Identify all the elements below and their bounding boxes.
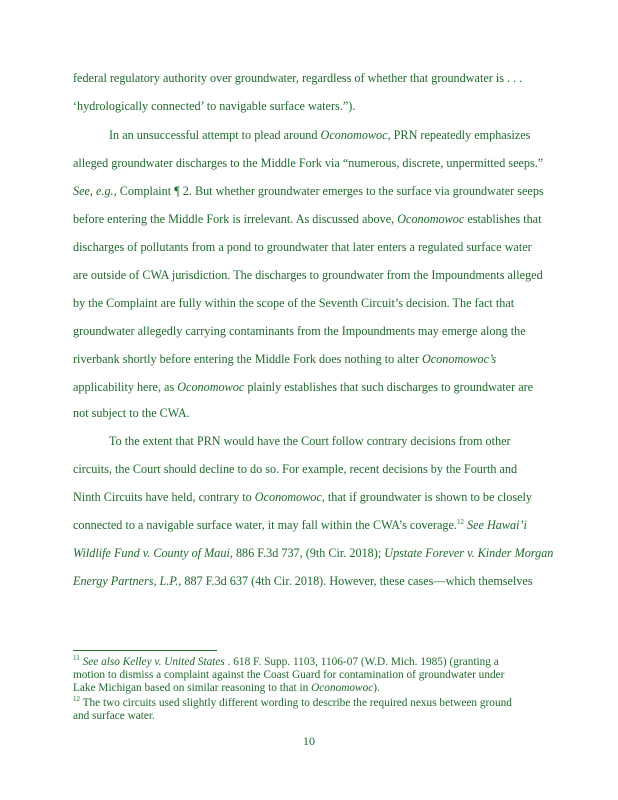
text-run: . 618 F. Supp. 1103, 1106-07 (W.D. Mich. 1985) (granting a <box>224 656 499 668</box>
text-run: motion to dismiss a complaint against the Coast Guard for contamination of groundwater under <box>73 669 505 681</box>
text-run: are outside of CWA jurisdiction. The discharges to groundwater from the Impoundments alleged <box>73 268 543 282</box>
italic-text: See Hawai’i <box>467 518 527 532</box>
footnote-11 <box>73 656 603 695</box>
italic-text: Oconomowoc <box>254 490 322 504</box>
body-line <box>73 461 517 477</box>
text-run: Lake Michigan based on similar reasoning to that in <box>73 682 312 694</box>
text-run: The two circuits used slightly different wording to describe the required nexus between ground <box>80 697 512 709</box>
text-run: ‘hydrologically connected’ to navigable surface waters.”). <box>73 99 356 113</box>
body-line <box>73 351 496 367</box>
text-run: federal regulatory authority over groundwater, regardless of whether that groundwater is . . . <box>73 71 523 85</box>
body-line <box>73 267 543 283</box>
text-run: circuits, the Court should decline to do so. For example, recent decisions by the Fourth and <box>73 462 518 476</box>
body-line <box>73 127 530 143</box>
text-run: applicability here, as <box>73 380 178 394</box>
text-run: alleged groundwater discharges to the Middle Fork via “numerous, discrete, unpermitted seeps.” <box>73 156 544 170</box>
text-run: not subject to the CWA. <box>73 406 190 420</box>
footnote-line <box>73 669 603 682</box>
italic-text: Energy Partners, L.P. <box>73 574 179 588</box>
page-number: 10 <box>303 734 315 748</box>
body-line <box>73 211 541 227</box>
text-run: before entering the Middle Fork is irrelevant. As discussed above, <box>73 212 398 226</box>
body-line <box>73 183 544 199</box>
text-run: groundwater allegedly carrying contaminants from the Impoundments may emerge along the <box>73 324 526 338</box>
italic-text: Oconomowoc <box>320 128 388 142</box>
body-line <box>73 155 543 171</box>
text-run: To the extent that PRN would have the Court follow contrary decisions from other <box>109 434 511 448</box>
body-line <box>73 323 526 339</box>
body-line <box>73 70 522 86</box>
text-run: and surface water. <box>73 710 155 722</box>
body-line <box>73 433 511 449</box>
text-run: In an unsuccessful attempt to plead around <box>109 128 321 142</box>
text-run: riverbank shortly before entering the Middle Fork does nothing to alter <box>73 352 422 366</box>
footnote-marker: 12 <box>456 517 464 526</box>
italic-text: See, e.g. <box>73 184 114 198</box>
body-line <box>73 295 514 311</box>
text-run: establishes that <box>464 212 542 226</box>
footnote-marker: 12 <box>73 695 80 704</box>
italic-text: Oconomowoc <box>311 682 374 694</box>
italic-text: Oconomowoc <box>177 380 245 394</box>
text-run: 886 F.3d 737, (9th Cir. 2018); <box>232 546 385 560</box>
footnote-separator <box>73 650 217 651</box>
text-run: connected to a navigable surface water, it may fall within the CWA’s coverage. <box>73 518 457 532</box>
body-line <box>73 517 527 533</box>
footnote-12 <box>73 697 603 723</box>
body-line <box>73 489 532 505</box>
text-run: discharges of pollutants from a pond to groundwater that later enters a regulated surface water <box>73 240 532 254</box>
footnote-line <box>73 682 603 695</box>
body-line <box>73 573 533 589</box>
text-run: , Complaint ¶ 2. But whether groundwater emerges to the surface via groundwater seeps <box>113 184 544 198</box>
text-run: ). <box>373 682 380 694</box>
italic-text: See also Kelley v. United States <box>82 656 225 668</box>
body-line <box>73 545 553 561</box>
footnote-marker: 11 <box>73 654 80 663</box>
italic-text: Upstate Forever v. Kinder Morgan <box>384 546 554 560</box>
text-run: , PRN repeatedly emphasizes <box>387 128 531 142</box>
body-line <box>73 98 355 114</box>
text-run: , that if groundwater is shown to be closely <box>321 490 532 504</box>
text-run: , 887 F.3d 637 (4th Cir. 2018). However, these cases—which themselves <box>178 574 533 588</box>
footnote-line <box>73 710 603 723</box>
italic-text: Wildlife Fund v. County of Maui, <box>73 546 233 560</box>
footnote-line <box>73 656 603 669</box>
italic-text: Oconomowoc <box>397 212 465 226</box>
body-line <box>73 405 190 421</box>
body-line <box>73 239 532 255</box>
body-line <box>73 379 533 395</box>
text-run: plainly establishes that such discharges to groundwater are <box>244 380 534 394</box>
italic-text: Oconomowoc’s <box>421 352 497 366</box>
footnote-line <box>73 697 603 710</box>
text-run: Ninth Circuits have held, contrary to <box>73 490 255 504</box>
text-run: by the Complaint are fully within the scope of the Seventh Circuit’s decision. The fact that <box>73 296 515 310</box>
